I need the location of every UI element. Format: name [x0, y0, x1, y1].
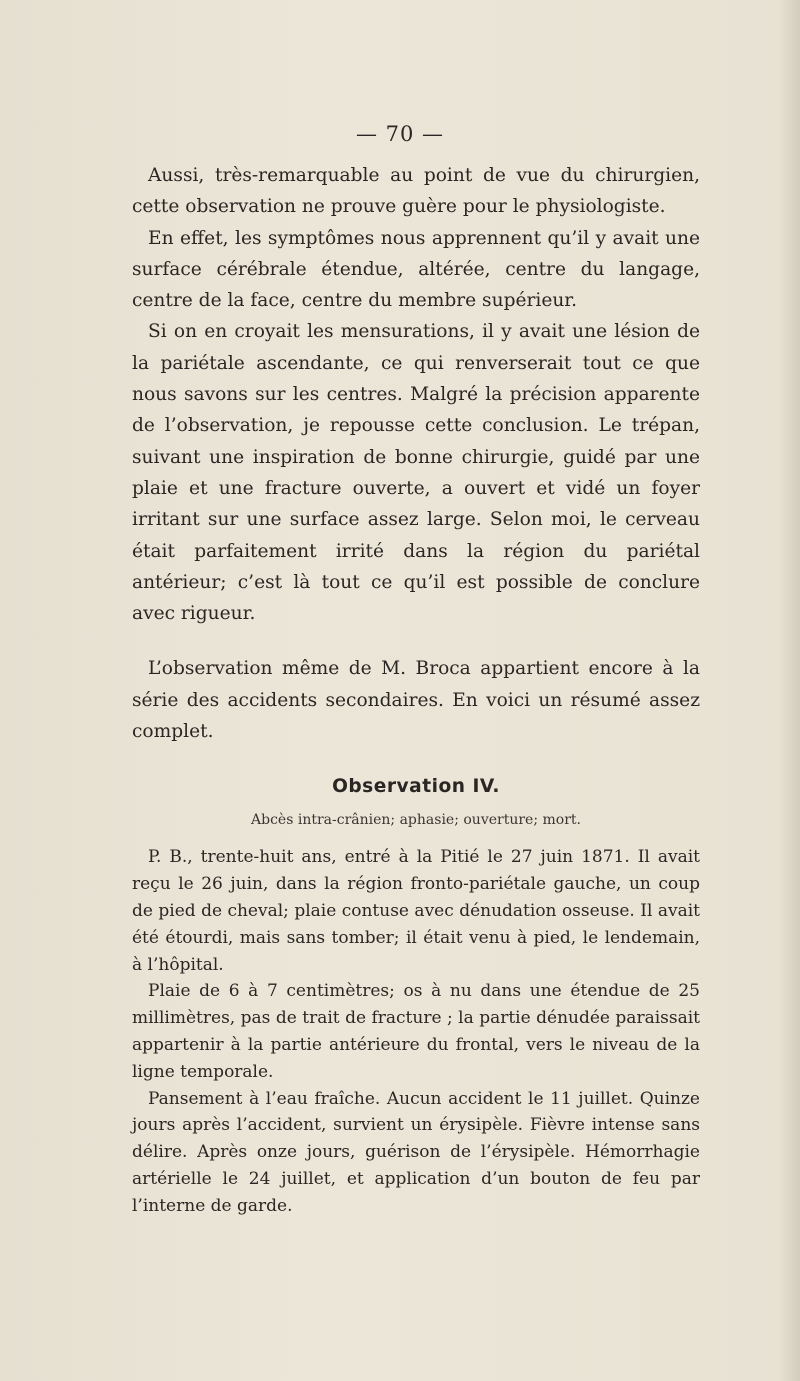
observation-title: Observation IV. [332, 776, 500, 798]
observation-text [132, 844, 700, 1219]
paragraph-1: Aussi, très-remarquable au point de vue du chirurgien, cette observation ne prouve guère pour le physiologiste. [132, 165, 700, 218]
paragraph-4: L’observation même de M. Broca appartient encore à la série des accidents secondaires. En voici un résumé assez complet. [132, 658, 700, 743]
main-text [132, 160, 700, 1220]
paragraph-3: Si on en croyait les mensurations, il y avait une lésion de la pariétale ascendante, ce qui renverserait tout ce que nous savons sur les centres. Malgré la précision apparente de l’observation, je repousse cette conclusion. Le trépan, suivant une inspiration de bonne chirurgie, guidé par une plaie et une fracture ouverte, a ouvert et vidé un foyer irritant sur une surface assez large. Selon moi, le cerveau était parfaitement irrité dans la région du pariétal antérieur; c’est là tout ce qu’il est possible de conclure avec rigueur. [132, 321, 700, 625]
page-number: — 70 — [355, 122, 445, 146]
observation-paragraph-3: Pansement à l’eau fraîche. Aucun accident le 11 juillet. Quinze jours après l’accident, survient un érysipèle. Fièvre intense sans délire. Après onze jours, guérison de l’érysipèle. Hémorrhagie artérielle le 24 juillet, et application d’un bouton de feu par l’interne de garde. [132, 1088, 700, 1216]
observation-paragraph-2: Plaie de 6 à 7 centimètres; os à nu dans une étendue de 25 millimètres, pas de trait de fracture ; la partie dénudée paraissait appartenir à la partie antérieure du frontal, vers le niveau de la ligne temporale. [132, 981, 700, 1082]
observation-subtitle: Abcès intra-crânien; aphasie; ouverture; mort. [251, 812, 581, 829]
observation-paragraph-1: P. B., trente-huit ans, entré à la Pitié le 27 juin 1871. Il avait reçu le 26 juin, dans la région fronto-pariétale gauche, un coup de pied de cheval; plaie contuse avec dénudation osseuse. Il avait été étourdi, mais sans tomber; il était venu à pied, le lendemain, à l’hôpital. [132, 847, 700, 975]
page-edge-shadow [778, 0, 800, 1381]
paragraph-2: En effet, les symptômes nous apprennent qu’il y avait une surface cérébrale étendue, altérée, centre du langage, centre de la face, centre du membre supérieur. [132, 227, 700, 312]
